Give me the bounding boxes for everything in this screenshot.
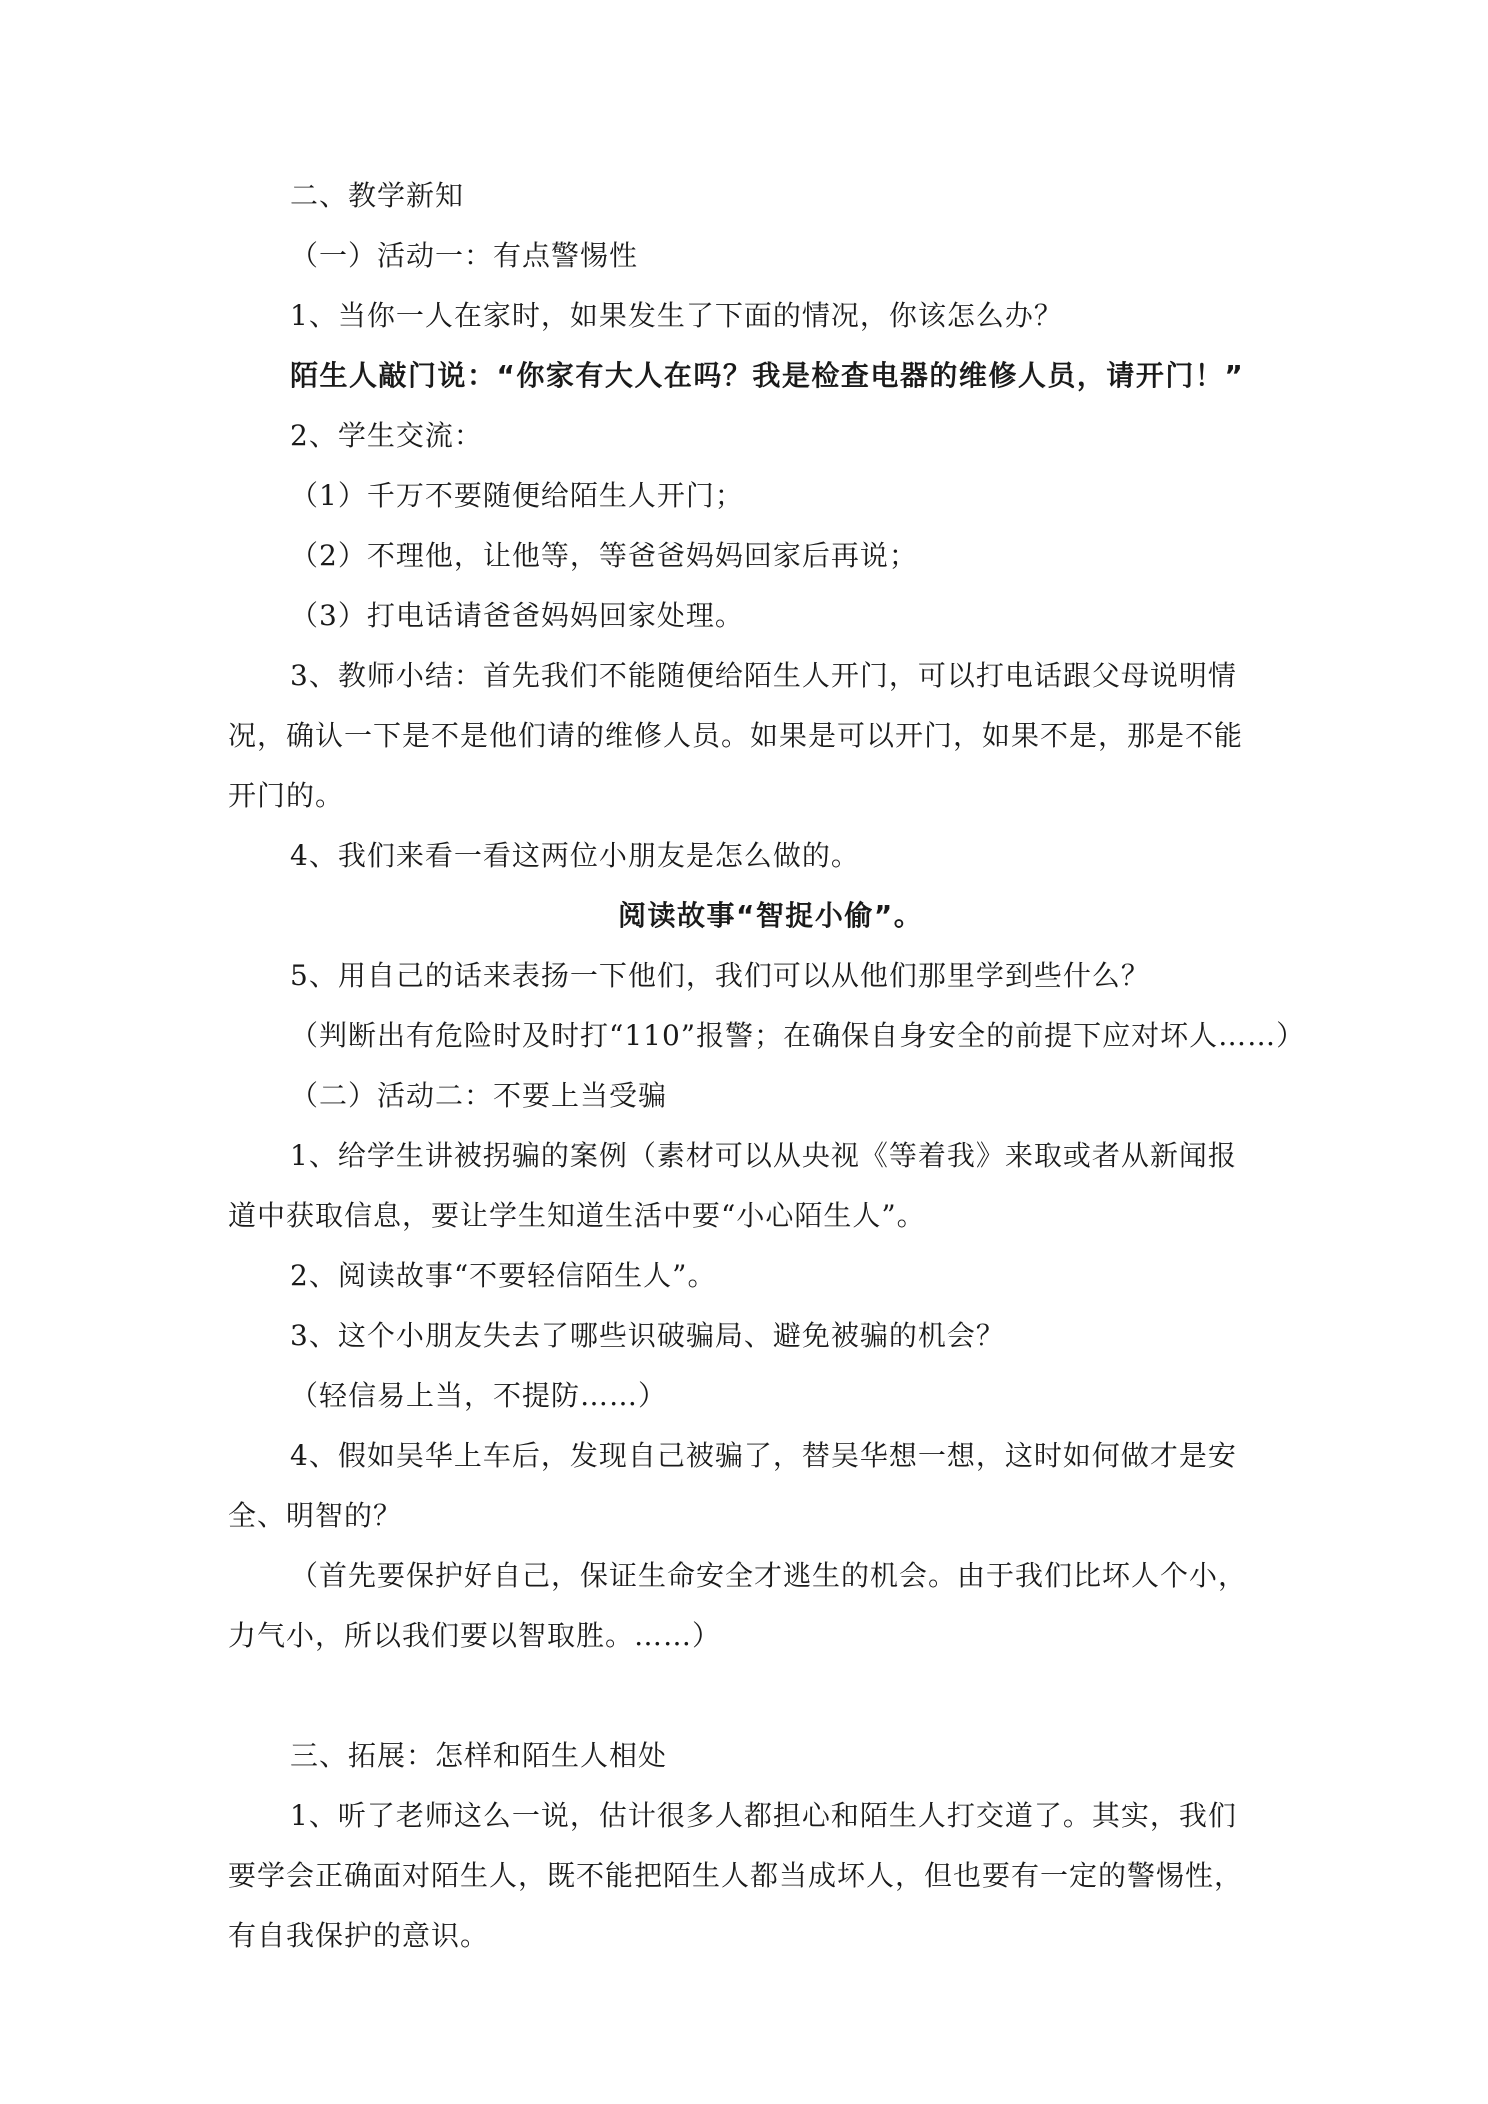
teacher-summary-line: 况，确认一下是不是他们请的维修人员。如果是可以开门，如果不是，那是不能 <box>228 719 1244 752</box>
question-5: 5、用自己的话来表扬一下他们，我们可以从他们那里学到些什么？ <box>290 959 1150 992</box>
activity2-item4-note-line: 力气小，所以我们要以智取胜。……） <box>228 1619 722 1652</box>
activity2-item1-line: 1、给学生讲被拐骗的案例（素材可以从央视《等着我》来取或者从新闻报 <box>290 1139 1237 1172</box>
teacher-summary-line: 开门的。 <box>228 779 345 812</box>
question-4: 4、我们来看一看这两位小朋友是怎么做的。 <box>290 839 860 872</box>
answer-item: （3）打电话请爸爸妈妈回家处理。 <box>290 599 744 632</box>
activity2-item1-line: 道中获取信息，要让学生知道生活中要“小心陌生人”。 <box>228 1199 926 1232</box>
activity2-item4-line: 全、明智的？ <box>228 1499 403 1532</box>
activity2-item4-note-line: （首先要保护好自己，保证生命安全才逃生的机会。由于我们比坏人个小， <box>290 1559 1248 1592</box>
section2-heading: 二、教学新知 <box>290 179 465 212</box>
activity1-title: （一）活动一：有点警惕性 <box>290 239 639 272</box>
question-5-note: （判断出有危险时及时打“110”报警；在确保自身安全的前提下应对坏人……） <box>290 1019 1306 1052</box>
scenario-quote: 陌生人敲门说：“你家有大人在吗？我是检查电器的维修人员，请开门！” <box>290 359 1245 392</box>
section3-item1-line: 有自我保护的意识。 <box>228 1919 490 1952</box>
question-2: 2、学生交流： <box>290 419 483 452</box>
activity2-title: （二）活动二：不要上当受骗 <box>290 1079 668 1112</box>
question-1: 1、当你一人在家时，如果发生了下面的情况，你该怎么办？ <box>290 299 1063 332</box>
answer-item: （2）不理他，让他等，等爸爸妈妈回家后再说； <box>290 539 918 572</box>
section3-heading: 三、拓展：怎样和陌生人相处 <box>290 1739 668 1772</box>
story-title: 阅读故事“智捉小偷”。 <box>618 899 924 932</box>
activity2-item2: 2、阅读故事“不要轻信陌生人”。 <box>290 1259 717 1292</box>
activity2-item3-note: （轻信易上当，不提防……） <box>290 1379 668 1412</box>
activity2-item4-line: 4、假如吴华上车后，发现自己被骗了，替吴华想一想，这时如何做才是安 <box>290 1439 1237 1472</box>
answer-item: （1）千万不要随便给陌生人开门； <box>290 479 744 512</box>
activity2-item3: 3、这个小朋友失去了哪些识破骗局、避免被骗的机会？ <box>290 1319 1005 1352</box>
teacher-summary-line: 3、教师小结：首先我们不能随便给陌生人开门，可以打电话跟父母说明情 <box>290 659 1237 692</box>
section3-item1-line: 1、听了老师这么一说，估计很多人都担心和陌生人打交道了。其实，我们 <box>290 1799 1237 1832</box>
section3-item1-line: 要学会正确面对陌生人，既不能把陌生人都当成坏人，但也要有一定的警惕性， <box>228 1859 1244 1892</box>
